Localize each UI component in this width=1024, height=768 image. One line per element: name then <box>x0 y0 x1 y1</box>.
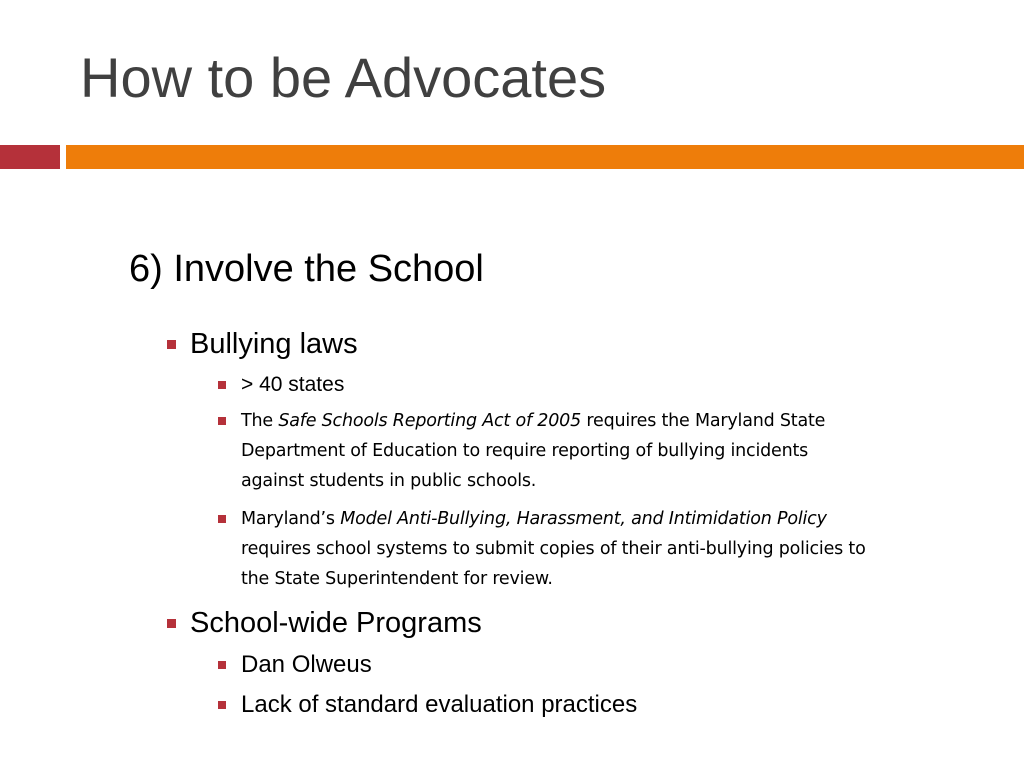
item-text: Maryland’s <box>241 509 341 529</box>
list-item-dan-olweus: Dan Olweus <box>241 651 372 678</box>
bullet-square-icon <box>218 701 226 709</box>
item-line: Department of Education to require reporting of bullying incidents <box>241 441 809 461</box>
bullet-square-icon <box>218 661 226 669</box>
policy-title: Model Anti-Bullying, Harassment, and Intimidation Policy <box>340 509 827 529</box>
bullet-square-icon <box>218 381 226 389</box>
item-line <box>241 406 825 436</box>
act-title: Safe Schools Reporting Act of 2005 <box>278 411 582 431</box>
list-item-bullying-laws: Bullying laws <box>190 328 358 360</box>
item-line: requires school systems to submit copies of their anti-bullying policies to <box>241 539 866 559</box>
item-text: requires the Maryland State <box>581 411 826 431</box>
title-accent-bar-red <box>0 145 60 169</box>
bullet-square-icon <box>167 619 176 628</box>
item-line: the State Superintendent for review. <box>241 569 553 589</box>
slide-title: How to be Advocates <box>80 46 607 109</box>
bullet-square-icon <box>218 417 226 425</box>
item-line <box>241 504 866 534</box>
item-line: against students in public schools. <box>241 471 537 491</box>
list-item-school-wide-programs: School-wide Programs <box>190 607 482 639</box>
list-item-evaluation-practices: Lack of standard evaluation practices <box>241 691 638 718</box>
section-heading: 6) Involve the School <box>129 248 484 290</box>
item-text: The <box>241 411 279 431</box>
list-item-safe-schools-act <box>241 406 825 496</box>
list-item-states: > 40 states <box>241 373 345 396</box>
bullet-square-icon <box>167 340 176 349</box>
list-item-model-policy <box>241 504 866 594</box>
title-accent-bar-orange <box>66 145 1024 169</box>
bullet-square-icon <box>218 515 226 523</box>
